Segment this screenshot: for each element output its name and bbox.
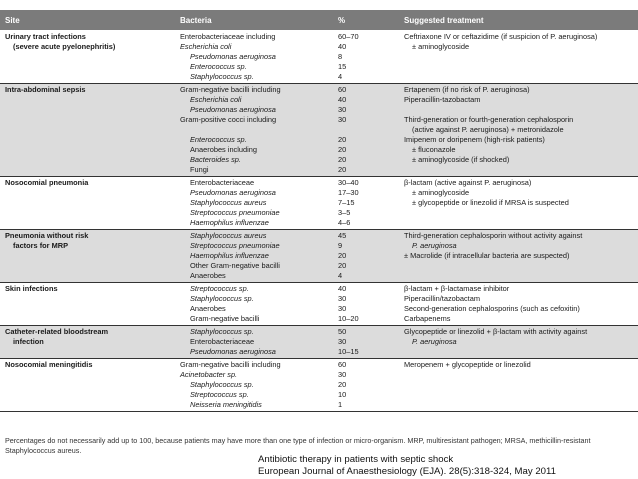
bacteria-cell: Enterococcus sp. (190, 135, 247, 144)
table-row (0, 400, 638, 410)
table-row (0, 198, 638, 208)
table-row (0, 390, 638, 400)
percent-cell: 3–5 (338, 208, 351, 217)
percent-cell: 20 (338, 155, 347, 164)
percent-cell: 30 (338, 370, 347, 379)
percent-cell: 40 (338, 95, 347, 104)
percent-cell: 30 (338, 337, 347, 346)
treatment-cell: ± aminoglycoside (412, 188, 470, 197)
table-row (0, 85, 638, 95)
bacteria-cell: Staphylococcus aureus (190, 231, 267, 240)
bacteria-cell: Haemophilus influenzae (190, 251, 269, 260)
table-row (0, 62, 638, 72)
site-cell: Skin infections (5, 284, 58, 293)
percent-cell: 30 (338, 304, 347, 313)
treatment-cell: ± aminoglycoside (if shocked) (412, 155, 510, 164)
table-row (0, 261, 638, 271)
bacteria-cell: Enterobacteriaceae including (180, 32, 276, 41)
percent-cell: 17–30 (338, 188, 359, 197)
percent-cell: 60 (338, 85, 347, 94)
percent-cell: 20 (338, 145, 347, 154)
table-group (0, 84, 638, 177)
bacteria-cell: Pseudomonas aeruginosa (190, 52, 276, 61)
table-row (0, 188, 638, 198)
table-row (0, 135, 638, 145)
bacteria-cell: Streptococcus sp. (190, 284, 249, 293)
percent-cell: 30 (338, 105, 347, 114)
table-row (0, 72, 638, 82)
treatment-cell: Carbapenems (404, 314, 451, 323)
percent-cell: 20 (338, 165, 347, 174)
percent-cell: 30 (338, 294, 347, 303)
table-row (0, 52, 638, 62)
bacteria-cell: Escherichia coli (180, 42, 232, 51)
percent-cell: 40 (338, 284, 347, 293)
table-group (0, 326, 638, 359)
table-row (0, 42, 638, 52)
table-row (0, 251, 638, 261)
percent-cell: 10–20 (338, 314, 359, 323)
table-row (0, 370, 638, 380)
table-group (0, 283, 638, 326)
site-cell: Intra-abdominal sepsis (5, 85, 86, 94)
bacteria-cell: Acinetobacter sp. (180, 370, 238, 379)
treatment-cell: Second-generation cephalosporins (such as cefoxitin) (404, 304, 580, 313)
table-group (0, 230, 638, 283)
bacteria-cell: Staphylococcus aureus (190, 198, 267, 207)
percent-cell: 8 (338, 52, 343, 61)
table-row (0, 337, 638, 347)
table-group (0, 177, 638, 230)
percent-cell: 30 (338, 115, 347, 124)
percent-cell: 1 (338, 400, 343, 409)
table-row (0, 125, 638, 135)
percent-cell: 7–15 (338, 198, 355, 207)
percent-cell: 50 (338, 327, 347, 336)
bacteria-cell: Anaerobes (190, 304, 226, 313)
site-cell: Pneumonia without risk (5, 231, 89, 240)
bacteria-cell: Staphylococcus sp. (190, 294, 254, 303)
bacteria-cell: Pseudomonas aeruginosa (190, 347, 276, 356)
percent-cell: 60–70 (338, 32, 359, 41)
treatment-cell: Piperacillin/tazobactam (404, 294, 480, 303)
bacteria-cell: Haemophilus influenzae (190, 218, 269, 227)
percent-cell: 60 (338, 360, 347, 369)
bacteria-cell: Neisseria meningitidis (190, 400, 262, 409)
table-row (0, 327, 638, 337)
treatment-cell: Third-generation cephalosporin without activity against (404, 231, 583, 240)
percent-cell: 20 (338, 135, 347, 144)
bacteria-cell: Enterococcus sp. (190, 62, 247, 71)
bacteria-cell: Fungi (190, 165, 209, 174)
table-row (0, 115, 638, 125)
site-cell: Nosocomial meningitidis (5, 360, 93, 369)
table-row (0, 304, 638, 314)
table-row (0, 105, 638, 115)
percent-cell: 10–15 (338, 347, 359, 356)
treatment-cell: ± glycopeptide or linezolid if MRSA is suspected (412, 198, 569, 207)
percent-cell: 15 (338, 62, 347, 71)
site-cell: Nosocomial pneumonia (5, 178, 89, 187)
table-row (0, 208, 638, 218)
percent-cell: 9 (338, 241, 343, 250)
percent-cell: 4–6 (338, 218, 351, 227)
bacteria-cell: Streptococcus sp. (190, 390, 249, 399)
table-row (0, 218, 638, 228)
table-row (0, 294, 638, 304)
table-row (0, 178, 638, 188)
treatment-cell: ± fluconazole (412, 145, 456, 154)
table-group (0, 359, 638, 412)
header-treatment: Suggested treatment (404, 16, 484, 25)
bacteria-cell: Pseudomonas aeruginosa (190, 188, 276, 197)
bacteria-cell: Staphylococcus sp. (190, 72, 254, 81)
site-cell: infection (13, 337, 44, 346)
bacteria-cell: Bacteroides sp. (190, 155, 241, 164)
percent-cell: 20 (338, 251, 347, 260)
site-cell: Urinary tract infections (5, 32, 86, 41)
table-row (0, 165, 638, 175)
treatment-cell: β-lactam (active against P. aeruginosa) (404, 178, 532, 187)
table-row (0, 347, 638, 357)
bacteria-cell: Staphylococcus sp. (190, 380, 254, 389)
bacteria-cell: Gram-positive cocci including (180, 115, 277, 124)
percent-cell: 4 (338, 271, 343, 280)
percent-cell: 45 (338, 231, 347, 240)
treatment-cell: Ertapenem (if no risk of P. aeruginosa) (404, 85, 530, 94)
bacteria-cell: Escherichia coli (190, 95, 242, 104)
table-row (0, 284, 638, 294)
treatment-cell: ± Macrolide (if intracellular bacteria are suspected) (404, 251, 570, 260)
treatment-cell: P. aeruginosa (412, 241, 457, 250)
table-row (0, 380, 638, 390)
treatment-cell: Ceftriaxone IV or ceftazidime (if suspicion of P. aeruginosa) (404, 32, 598, 41)
treatment-cell: β-lactam + β-lactamase inhibitor (404, 284, 510, 293)
treatment-cell: Imipenem or doripenem (high-risk patients) (404, 135, 545, 144)
treatment-cell: Piperacillin-tazobactam (404, 95, 481, 104)
treatment-cell: P. aeruginosa (412, 337, 457, 346)
treatment-cell: Meropenem + glycopeptide or linezolid (404, 360, 531, 369)
bacteria-cell: Streptococcus pneumoniae (190, 241, 280, 250)
header-bacteria: Bacteria (180, 16, 212, 25)
percent-cell: 40 (338, 42, 347, 51)
header-percent: % (338, 16, 346, 25)
bacteria-cell: Anaerobes (190, 271, 226, 280)
bacteria-cell: Enterobacteriaceae (190, 178, 255, 187)
caption-citation: European Journal of Anaesthesiology (EJA). 28(5):318-324, May 2011 (258, 466, 556, 477)
site-cell: factors for MRP (13, 241, 69, 250)
bacteria-cell: Staphylococcus sp. (190, 327, 254, 336)
table-footnote: Percentages do not necessarily add up to 100, because patients may have more than one type of infection or micro-organism. MRP, multiresistant pathogen; MRSA, methicillin-resistant Staphylococcus aureus. (5, 436, 591, 455)
table-row (0, 145, 638, 155)
bacteria-cell: Anaerobes including (190, 145, 257, 154)
table-row (0, 32, 638, 42)
percent-cell: 20 (338, 261, 347, 270)
header-site: Site (5, 16, 20, 25)
bacteria-cell: Gram-negative bacilli including (180, 360, 281, 369)
percent-cell: 20 (338, 380, 347, 389)
bacteria-cell: Other Gram-negative bacilli (190, 261, 280, 270)
slide-caption (258, 454, 638, 478)
site-cell: (severe acute pyelonephritis) (13, 42, 116, 51)
table-row (0, 95, 638, 105)
site-cell: Catheter-related bloodstream (5, 327, 109, 336)
table-row (0, 155, 638, 165)
table-row (0, 314, 638, 324)
table-group (0, 31, 638, 84)
percent-cell: 30–40 (338, 178, 359, 187)
bacteria-cell: Gram-negative bacilli including (180, 85, 281, 94)
treatment-cell: Glycopeptide or linezolid + β-lactam with activity against (404, 327, 588, 336)
bacteria-cell: Enterobacteriaceae (190, 337, 255, 346)
table-row (0, 360, 638, 370)
percent-cell: 4 (338, 72, 343, 81)
treatment-cell: (active against P. aeruginosa) + metronidazole (412, 125, 564, 134)
bacteria-cell: Pseudomonas aeruginosa (190, 105, 276, 114)
bacteria-cell: Gram-negative bacilli (190, 314, 260, 323)
table-row (0, 271, 638, 281)
treatment-cell: Third-generation or fourth-generation cephalosporin (404, 115, 574, 124)
table-header (0, 10, 638, 30)
table-row (0, 241, 638, 251)
caption-title: Antibiotic therapy in patients with septic shock (258, 454, 454, 465)
treatment-cell: ± aminoglycoside (412, 42, 470, 51)
percent-cell: 10 (338, 390, 347, 399)
bacteria-cell: Streptococcus pneumoniae (190, 208, 280, 217)
table-row (0, 231, 638, 241)
